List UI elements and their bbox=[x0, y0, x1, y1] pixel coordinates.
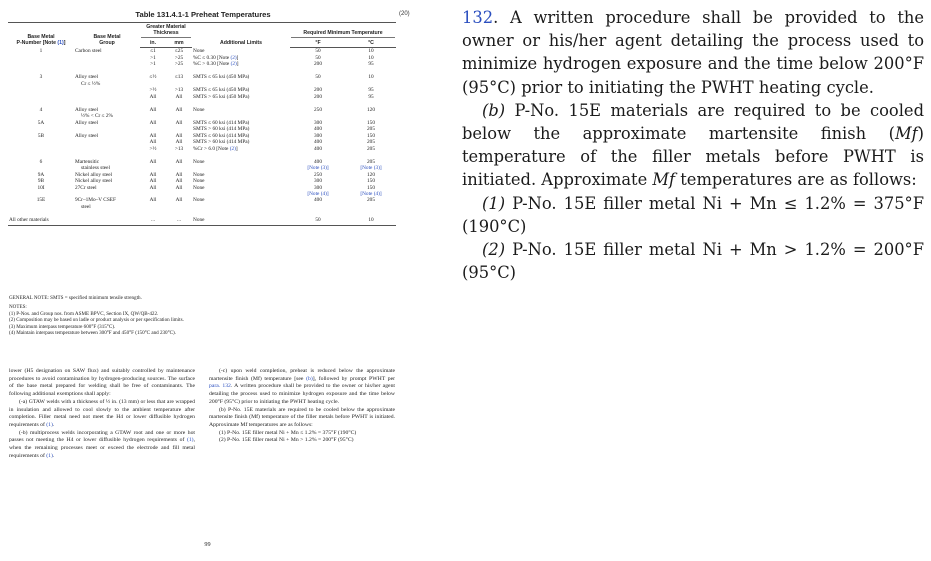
header-mm: mm bbox=[166, 39, 192, 48]
paragraph: (1) P-No. 15E filler metal Ni + Mn ≤ 1.2% = 375°F (190°C) bbox=[219, 429, 357, 436]
table-cell: 150 [Note (4)] bbox=[360, 184, 382, 197]
table-cell: None bbox=[193, 197, 205, 204]
table-cell: All bbox=[175, 171, 183, 178]
table-cell: None bbox=[193, 107, 205, 114]
table-cell: SMTS ≤ 60 ksi (414 MPa) bbox=[193, 119, 250, 126]
table-title: Table 131.4.1-1 Preheat Temperatures bbox=[135, 10, 271, 19]
note-item: (3) Maximum interpass temperature 600°F (315°C). bbox=[9, 323, 116, 330]
table-cell: 300 [Note (4)] bbox=[307, 184, 329, 197]
table-cell: 400 bbox=[314, 197, 322, 204]
table-cell: 1 bbox=[39, 47, 43, 54]
table-cell: 9B bbox=[37, 178, 45, 185]
table-cell: None bbox=[193, 47, 205, 54]
general-note: GENERAL NOTE: SMTS = specified minimum tensile strength. bbox=[9, 295, 142, 301]
table-cell: 120 bbox=[367, 171, 375, 178]
table-cell: Nickel alloy steel bbox=[75, 171, 113, 178]
table-cell: 10 bbox=[368, 48, 374, 55]
table-cell: 6 bbox=[39, 158, 43, 165]
note-item: (1) P-Nos. and Group nos. from ASME BPVC, Section IX, QW/QB-422. bbox=[9, 310, 159, 317]
code-page bbox=[0, 0, 415, 561]
table-cell: >25 bbox=[174, 61, 184, 68]
table-cell: Carbon steel bbox=[75, 47, 102, 54]
page-number: 99 bbox=[204, 541, 211, 548]
table-cell: 200 bbox=[314, 61, 322, 68]
edition-mark: (20) bbox=[399, 11, 410, 17]
table-cell: 10 bbox=[368, 74, 374, 81]
table-cell: 10 bbox=[368, 54, 374, 61]
table-cell: %Cr > 6.0 [Note (2)] bbox=[193, 145, 238, 152]
table-cell: None bbox=[193, 158, 205, 165]
table-cell: 400 [Note (3)] bbox=[307, 158, 329, 172]
table-cell: >½ bbox=[149, 87, 157, 94]
table-row bbox=[8, 197, 396, 210]
table-cell: >1 bbox=[150, 61, 156, 68]
preheat-table bbox=[8, 22, 396, 226]
table-cell: SMTS ≤ 60 ksi (414 MPa) bbox=[193, 132, 250, 139]
table-cell: 95 bbox=[368, 61, 374, 68]
table-cell: All bbox=[149, 139, 157, 146]
table-cell: ≤1 bbox=[150, 48, 156, 55]
body-column-right bbox=[209, 368, 395, 445]
reference-link[interactable]: (b) bbox=[306, 375, 313, 382]
table-cell: All bbox=[175, 158, 183, 165]
header-group: Base Metal Group bbox=[74, 23, 140, 48]
table-cell: SMTS ≤ 65 ksi (450 MPa) bbox=[193, 74, 250, 81]
table-cell: 150 bbox=[367, 119, 375, 126]
zoomed-excerpt bbox=[462, 6, 924, 284]
table-cell: All bbox=[175, 119, 183, 126]
table-cell: 15E bbox=[36, 197, 46, 204]
paragraph: lower (H5 designation on SAW flux) and suitably controlled by maintenance procedures to avoid contamination by hydrogen-producing sources. The surface of the base metal prepared for welding shall be free of contaminants. The following additional exemptions shall apply: bbox=[9, 368, 195, 398]
table-cell: None bbox=[193, 184, 205, 191]
table-cell: SMTS > 60 ksi (414 MPa) bbox=[193, 126, 250, 133]
paragraph: (-b) multiprocess welds incorporating a GTAW root and one or more hot passes not meeting the H4 or lower diffusible hydrogen requirements of (1), when the remaining processes meet or exceed the electrode and fill metal requirements of (1). bbox=[9, 429, 195, 459]
header-in: in. bbox=[140, 39, 166, 48]
table-body bbox=[8, 48, 396, 225]
reference-link[interactable]: (1) bbox=[46, 452, 53, 459]
table-cell: 200 bbox=[314, 87, 322, 94]
table-cell: 9Cr–1Mo–V CSEF steel bbox=[75, 197, 116, 210]
table-row bbox=[8, 67, 396, 87]
table-cell: 5B bbox=[37, 132, 45, 139]
table-cell: All bbox=[149, 93, 157, 100]
table-cell: All bbox=[149, 132, 157, 139]
table-cell: 27Cr steel bbox=[75, 184, 97, 191]
table-cell: 50 bbox=[290, 210, 346, 225]
table-cell: SMTS ≤ 65 ksi (450 MPa) bbox=[193, 87, 250, 94]
table-cell: ... bbox=[140, 210, 166, 225]
paragraph: (2) P-No. 15E filler metal Ni + Mn > 1.2% = 200°F (95°C) bbox=[219, 437, 354, 444]
table-cell: Alloy steel ½% < Cr ≤ 2% bbox=[75, 107, 113, 120]
table-cell: All bbox=[175, 184, 183, 191]
table-cell: All bbox=[175, 139, 183, 146]
table-cell: 400 bbox=[314, 139, 322, 146]
table-cell: 50 bbox=[315, 48, 321, 55]
header-req-min-temp: Required Minimum Temperature bbox=[290, 23, 396, 39]
table-cell: >½ bbox=[149, 145, 157, 152]
table-cell: None bbox=[193, 178, 205, 185]
table-cell: All bbox=[175, 132, 183, 139]
table-cell: SMTS > 65 ksi (450 MPa) bbox=[193, 93, 250, 100]
table-cell: >25 bbox=[174, 54, 184, 61]
note-item: (4) Maintain interpass temperature between 300°F and 450°F (150°C and 230°C). bbox=[9, 330, 177, 337]
table-cell: All bbox=[149, 178, 157, 185]
table-cell: 400 bbox=[314, 126, 322, 133]
table-cell: SMTS > 60 ksi (414 MPa) bbox=[193, 139, 250, 146]
table-cell: All bbox=[175, 93, 183, 100]
table-cell: None bbox=[193, 171, 205, 178]
zoom-paragraph: 132. A written procedure shall be provided to the owner or his/her agent detailing the process used to minimize hydrogen exposure and the time below 200°F (95°C) prior to initiating the PWHT heating cycle. bbox=[462, 8, 924, 97]
paragraph: (b) P-No. 15E materials are required to be cooled below the approximate martensite finish (Mf) temperature of the filler metals before PWHT is initiated. Approximate Mf temperatures are as follows: bbox=[209, 406, 395, 428]
table-cell: 5A bbox=[37, 119, 45, 126]
table-cell: 150 bbox=[367, 132, 375, 139]
table-cell: 95 bbox=[368, 93, 374, 100]
table-cell: ≤13 bbox=[174, 74, 184, 81]
notes-heading: NOTES: bbox=[9, 304, 27, 311]
table-cell: %C ≤ 0.30 [Note (2)] bbox=[193, 54, 239, 61]
table-cell: All bbox=[149, 158, 157, 165]
table-cell: All bbox=[175, 107, 183, 114]
table-cell: 205 bbox=[367, 145, 375, 152]
header-degf: °F bbox=[290, 39, 346, 48]
table-cell: 205 bbox=[367, 139, 375, 146]
table-cell: ≤25 bbox=[174, 48, 184, 55]
table-cell: 4 bbox=[39, 107, 43, 114]
table-cell: >1 bbox=[150, 54, 156, 61]
table-cell: %C > 0.30 [Note (2)] bbox=[193, 61, 239, 68]
header-additional-limits: Additional Limits bbox=[192, 23, 290, 48]
paragraph: (-c) upon weld completion, preheat is reduced below the approximate martensite finish (Mf) temperature [see (b)], followed by prompt PWHT per para. 132. A written procedure shall be provided to the owner or his/her agent detailing the process used to minimize hydrogen exposure and the time below 200°F (95°C) prior to initiating the PWHT heating cycle. bbox=[209, 368, 396, 405]
table-cell: Alloy steel Cr ≤ ½% bbox=[75, 74, 101, 87]
table-cell: 400 bbox=[314, 145, 322, 152]
header-degc: °C bbox=[346, 39, 396, 48]
table-cell: 205 bbox=[367, 197, 375, 204]
table-cell: 300 bbox=[314, 132, 322, 139]
table-cell: >13 bbox=[174, 87, 184, 94]
table-notes bbox=[9, 295, 399, 336]
zoom-paragraph: (2) P-No. 15E filler metal Ni + Mn > 1.2% = 200°F (95°C) bbox=[462, 240, 924, 283]
table-cell: 50 bbox=[315, 74, 321, 81]
paragraph: (-a) GTAW welds with a thickness of ½ in. (13 mm) or less that are wrapped in insulation and allowed to cool slowly to the ambient temperature after completion. Filler metal need not meet the H4 or lower diffusible hydrogen requirements of (1). bbox=[9, 398, 195, 428]
table-cell: All bbox=[149, 171, 157, 178]
reference-link[interactable]: (1) bbox=[46, 421, 53, 428]
table-cell: 3 bbox=[39, 74, 43, 81]
table-cell: 10I bbox=[37, 184, 45, 191]
table-cell: 300 bbox=[314, 178, 322, 185]
table-cell: 120 bbox=[367, 107, 375, 114]
table-cell: All other materials bbox=[8, 210, 74, 225]
table-cell: ... bbox=[166, 210, 192, 225]
reference-link[interactable]: (1) bbox=[186, 437, 194, 444]
table-cell: Alloy steel bbox=[75, 132, 99, 139]
table-cell: >13 bbox=[174, 145, 184, 152]
table-cell bbox=[74, 210, 140, 225]
table-cell: Nickel alloy steel bbox=[75, 178, 113, 185]
table-cell: 300 bbox=[314, 119, 322, 126]
reference-link[interactable]: para. 132 bbox=[209, 383, 231, 390]
table-row bbox=[8, 185, 396, 198]
table-cell: All bbox=[149, 119, 157, 126]
zoom-paragraph: (1) P-No. 15E filler metal Ni + Mn ≤ 1.2% = 375°F (190°C) bbox=[462, 193, 924, 236]
table-row bbox=[8, 48, 396, 55]
table-cell: 205 bbox=[367, 126, 375, 133]
table-cell: None bbox=[192, 210, 290, 225]
table-cell: ≤½ bbox=[149, 74, 157, 81]
table-cell: 10 bbox=[346, 210, 396, 225]
table-cell: All bbox=[149, 107, 157, 114]
table-cell: All bbox=[175, 178, 183, 185]
table-cell: 50 bbox=[315, 54, 321, 61]
body-column-left bbox=[9, 368, 195, 460]
table-cell: Martensitic stainless steel bbox=[75, 158, 110, 172]
table-cell: 205 [Note (3)] bbox=[360, 158, 382, 172]
zoom-paragraph: (b) P-No. 15E materials are required to be cooled below the approximate martensite finish (Mf) temperature of the filler metals before PWHT is initiated. Approximate Mf temperatures are as follows: bbox=[462, 100, 924, 190]
table-cell: 150 bbox=[367, 178, 375, 185]
note-item: (2) Composition may be based on ladle or product analysis or per specification limits. bbox=[9, 317, 184, 324]
table-cell: All bbox=[149, 184, 157, 191]
table-row bbox=[8, 152, 396, 172]
table-row bbox=[8, 100, 396, 120]
table-row bbox=[8, 210, 396, 225]
table-cell: 200 bbox=[314, 93, 322, 100]
table-cell: 95 bbox=[368, 87, 374, 94]
table-cell: 250 bbox=[314, 171, 322, 178]
table-cell: 9A bbox=[37, 171, 45, 178]
table-cell: Alloy steel bbox=[75, 119, 99, 126]
table-cell: All bbox=[175, 197, 183, 204]
header-pnumber: Base Metal P-Number [Note (1)] bbox=[8, 23, 74, 48]
table-cell: All bbox=[149, 197, 157, 204]
header-thickness: Greater Material Thickness bbox=[140, 23, 192, 39]
reference-link[interactable]: 132 bbox=[462, 8, 494, 27]
table-cell: 250 bbox=[314, 107, 322, 114]
